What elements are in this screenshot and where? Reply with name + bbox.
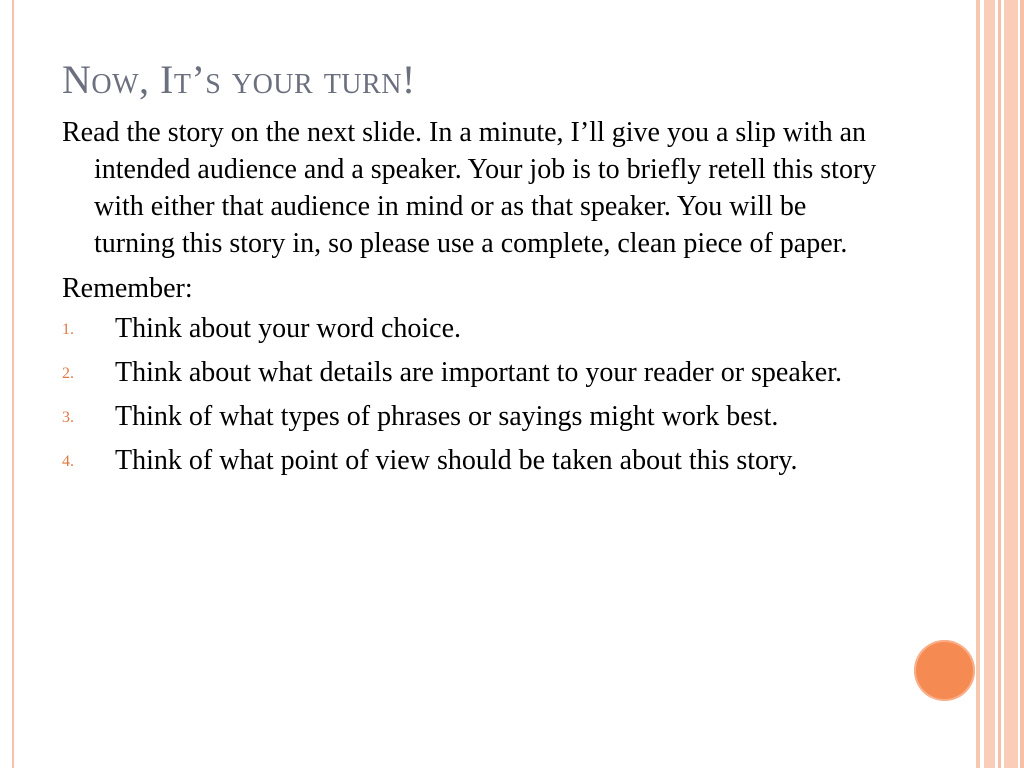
list-number: 2. [62, 365, 74, 382]
remember-label: Remember: [62, 273, 193, 304]
stripe [1004, 0, 1018, 768]
list-number: 1. [62, 321, 74, 338]
orange-circle-decoration [914, 640, 975, 701]
list-number: 4. [62, 453, 74, 470]
list-item [62, 398, 882, 435]
stripe [998, 0, 1001, 768]
list-item-text: Think about your word choice. [115, 313, 462, 344]
list-number: 3. [62, 409, 74, 426]
list-item [62, 442, 882, 479]
list-item-text: Think of what point of view should be taken about this story. [115, 445, 798, 476]
stripe [976, 0, 980, 768]
right-decorative-stripes [974, 0, 1024, 768]
list-item [62, 354, 882, 391]
instructions-paragraph: Read the story on the next slide. In a minute, I’ll give you a slip with an intended audience and a speaker. Your job is to briefly retell this story with either that audience in mind or as that speaker. You will be turning this story in, so please use a complete, clean piece of paper. [62, 117, 877, 259]
slide-title: Now, It’s your turn! [62, 57, 416, 102]
slide-body [62, 114, 882, 486]
list-item-text: Think of what types of phrases or sayings might work best. [115, 401, 779, 432]
stripe [984, 0, 995, 768]
list-item-text: Think about what details are important to your reader or speaker. [115, 357, 842, 388]
stripe [1020, 0, 1024, 768]
reminder-list [62, 310, 882, 479]
list-item [62, 310, 882, 347]
left-border-line [12, 0, 14, 768]
